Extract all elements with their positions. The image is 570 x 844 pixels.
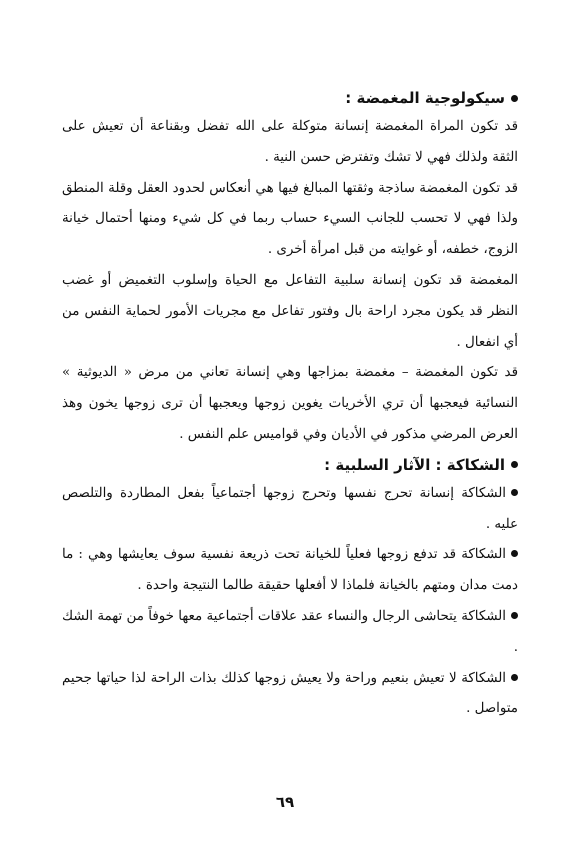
bullet-item-text: الشكاكة إنسانة تحرج نفسها وتحرج زوجها أجتماعياً بفعل المطاردة والتلصص عليه . xyxy=(62,485,518,532)
bullet-item xyxy=(62,479,518,541)
paragraph: قد تكون المراة المغمضة إنسانة متوكلة على الله تفضل وبقناعة أن تعيش على الثقة ولذلك فهي لا تشك وتفترض حسن النية . xyxy=(62,119,518,165)
section-heading-text: سيكولوجية المغمضة : xyxy=(345,89,505,107)
page-number: ٦٩ xyxy=(275,793,295,811)
section-heading-shakkaka xyxy=(62,451,518,479)
bullet-item xyxy=(62,664,518,726)
bullet-item xyxy=(62,540,518,602)
bullet-icon xyxy=(511,461,518,468)
paragraph: المغمضة قد تكون إنسانة سلبية التفاعل مع الحياة وإسلوب التغميض أو غضب النظر قد يكون مجرد اراحة بال وفتور تفاعل مع مجريات الأمور لحماية النفس من أي انفعال . xyxy=(62,272,518,350)
bullet-icon xyxy=(511,674,518,681)
bullet-icon xyxy=(511,612,518,619)
bullet-item xyxy=(62,602,518,664)
paragraph: قد تكون المغمضة ساذجة وثقتها المبالغ فيها هي أنعكاس لحدود العقل وقلة المنطق ولذا فهي لا تحسب للجانب السيء حساب ربما في كل شيء ومنها أحتمال خيانة الزوج، خطفه، أو غوايته من قبل امرأة أخرى . xyxy=(62,180,518,258)
bullet-item-text: الشكاكة قد تدفع زوجها فعلياً للخيانة تحت ذريعة نفسية سوف يعايشها وهي : ما دمت مدان ومتهم بالخيانة فلماذا لا أفعلها حقيقة طالما النتيجة واحدة . xyxy=(62,547,518,594)
bullet-icon xyxy=(511,489,518,496)
bullet-item-text: الشكاكة لا تعيش بنعيم وراحة ولا يعيش زوجها كذلك بذات الراحة لذا حياتها جحيم متواصل . xyxy=(62,670,518,717)
bullet-icon xyxy=(511,550,518,557)
section-heading-mughmida xyxy=(62,84,518,112)
bullet-icon xyxy=(511,95,518,102)
bullet-item-text: الشكاكة يتحاشى الرجال والنساء عقد علاقات أجتماعية معها خوفاً من تهمة الشك . xyxy=(62,608,518,655)
page-body xyxy=(62,84,518,725)
section-heading-text: الشكاكة : الآثار السلبية : xyxy=(324,455,505,474)
paragraph: قد تكون المغمضة – مغمضة بمزاجها وهي إنسانة تعاني من مرض « الديوثية » النسائية فيعجبها أن تري الأخريات يغوين زوجها ويعجبها أن ترى زوجها يخون وهذ العرض المرضي مذكور في الأديان وفي قواميس علم النفس . xyxy=(62,365,518,442)
